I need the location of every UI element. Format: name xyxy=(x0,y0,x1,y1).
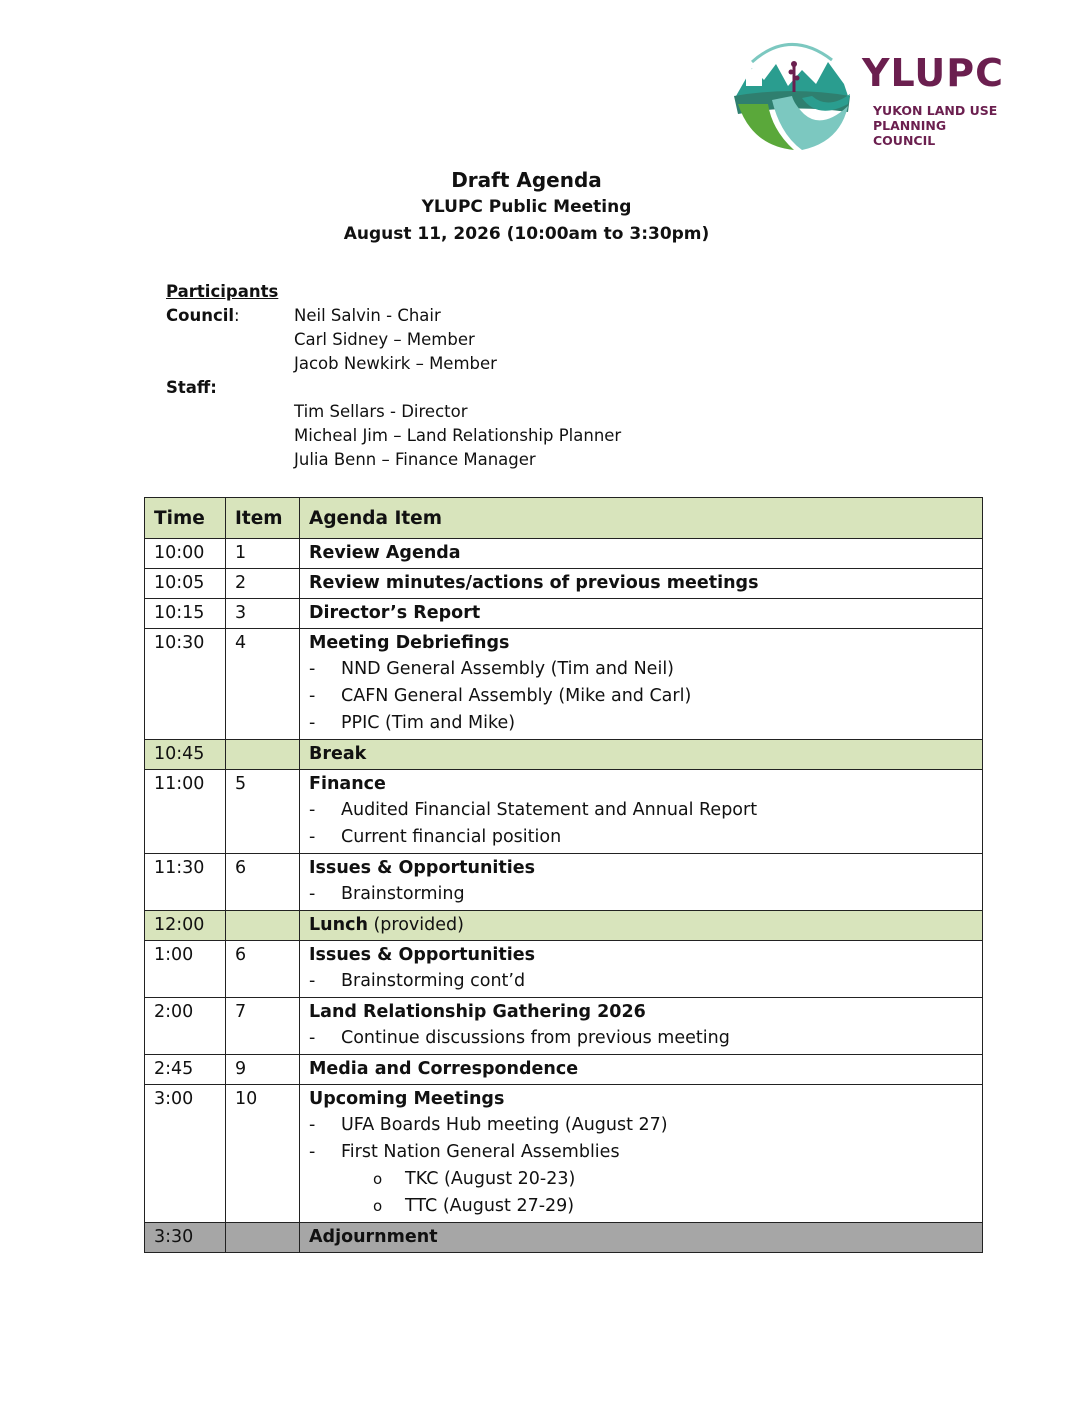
time-cell: 11:30 xyxy=(145,854,226,911)
logo-subtitle-line-2: PLANNING COUNCIL xyxy=(873,118,947,148)
agenda-header-row xyxy=(145,498,983,539)
agenda-cell xyxy=(300,998,983,1055)
item-cell xyxy=(226,740,300,770)
agenda-cell xyxy=(300,1223,983,1253)
agenda-item-title: Adjournment xyxy=(309,1227,438,1247)
council-label: Council: xyxy=(166,306,240,325)
table-row-break xyxy=(145,740,983,770)
table-row xyxy=(145,629,983,740)
agenda-item-column-header: Agenda Item xyxy=(300,498,983,539)
time-cell: 12:00 xyxy=(145,911,226,941)
time-cell: 3:30 xyxy=(145,1223,226,1253)
agenda-item-title: Review minutes/actions of previous meetings xyxy=(309,573,759,593)
item-cell: 5 xyxy=(226,770,300,854)
staff-member: Tim Sellars - Director xyxy=(294,402,468,421)
staff-label: Staff: xyxy=(166,378,217,397)
agenda-cell xyxy=(300,770,983,854)
agenda-cell xyxy=(300,539,983,569)
item-cell: 10 xyxy=(226,1085,300,1223)
table-row-lunch xyxy=(145,911,983,941)
lunch-note: (provided) xyxy=(367,915,464,935)
agenda-sub-item: - Continue discussions from previous meeting xyxy=(309,1025,973,1052)
agenda-item-title: Land Relationship Gathering 2026 xyxy=(309,1002,646,1022)
ylupc-logo xyxy=(732,34,1012,154)
agenda-item-title: Issues & Opportunities xyxy=(309,945,536,965)
staff-member: Julia Benn – Finance Manager xyxy=(294,450,536,469)
time-cell: 10:15 xyxy=(145,599,226,629)
agenda-table xyxy=(144,497,983,1253)
table-row xyxy=(145,1055,983,1085)
item-cell: 3 xyxy=(226,599,300,629)
table-row xyxy=(145,539,983,569)
item-cell xyxy=(226,911,300,941)
agenda-cell xyxy=(300,740,983,770)
table-row xyxy=(145,770,983,854)
landscape-logo-icon xyxy=(732,34,854,152)
agenda-cell xyxy=(300,629,983,740)
time-cell: 11:00 xyxy=(145,770,226,854)
agenda-cell xyxy=(300,569,983,599)
time-cell: 10:45 xyxy=(145,740,226,770)
time-column-header: Time xyxy=(145,498,226,539)
agenda-sub-item: - Current financial position xyxy=(309,824,973,851)
time-cell: 10:05 xyxy=(145,569,226,599)
agenda-cell xyxy=(300,1085,983,1223)
item-cell: 9 xyxy=(226,1055,300,1085)
agenda-item-title: Break xyxy=(309,744,367,764)
agenda-sub-item: - Brainstorming cont’d xyxy=(309,968,973,995)
logo-wordmark: YLUPC xyxy=(862,51,1004,95)
agenda-item-title: Meeting Debriefings xyxy=(309,633,510,653)
agenda-item-title: Issues & Opportunities xyxy=(309,858,536,878)
item-cell: 6 xyxy=(226,854,300,911)
logo-subtitle xyxy=(873,103,1012,148)
agenda-sub-item: - UFA Boards Hub meeting (August 27) xyxy=(309,1112,973,1139)
agenda-item-title: Finance xyxy=(309,774,386,794)
council-member: Carl Sidney – Member xyxy=(294,330,475,349)
logo-subtitle-line-1: YUKON LAND USE xyxy=(873,103,998,118)
agenda-item-title: Upcoming Meetings xyxy=(309,1089,505,1109)
time-cell: 2:00 xyxy=(145,998,226,1055)
meeting-name: YLUPC Public Meeting xyxy=(421,197,632,217)
agenda-item-title: Review Agenda xyxy=(309,543,461,563)
agenda-cell xyxy=(300,854,983,911)
item-cell: 1 xyxy=(226,539,300,569)
council-member: Jacob Newkirk – Member xyxy=(294,354,497,373)
meeting-date: August 11, 2026 (10:00am to 3:30pm) xyxy=(343,224,710,244)
agenda-sub-sub-item: o TKC (August 20-23) xyxy=(309,1166,973,1193)
agenda-sub-item: - NND General Assembly (Tim and Neil) xyxy=(309,656,973,683)
participants-heading: Participants xyxy=(166,282,279,301)
agenda-cell xyxy=(300,941,983,998)
time-cell: 10:00 xyxy=(145,539,226,569)
document-title: Draft Agenda xyxy=(451,168,602,192)
agenda-item-title: Director’s Report xyxy=(309,603,481,623)
table-row xyxy=(145,1085,983,1223)
agenda-item-title: Media and Correspondence xyxy=(309,1059,579,1079)
item-cell: 4 xyxy=(226,629,300,740)
agenda-sub-item: - CAFN General Assembly (Mike and Carl) xyxy=(309,683,973,710)
agenda-cell xyxy=(300,911,983,941)
table-row xyxy=(145,599,983,629)
agenda-sub-item: - PPIC (Tim and Mike) xyxy=(309,710,973,737)
agenda-item-title: Lunch (provided) xyxy=(309,915,464,935)
item-column-header: Item xyxy=(226,498,300,539)
table-row-adjournment xyxy=(145,1223,983,1253)
item-cell xyxy=(226,1223,300,1253)
time-cell: 10:30 xyxy=(145,629,226,740)
table-row xyxy=(145,998,983,1055)
agenda-sub-item: - First Nation General Assemblies xyxy=(309,1139,973,1166)
agenda-sub-item: - Brainstorming xyxy=(309,881,973,908)
table-row xyxy=(145,941,983,998)
time-cell: 2:45 xyxy=(145,1055,226,1085)
agenda-cell xyxy=(300,599,983,629)
council-member: Neil Salvin - Chair xyxy=(294,306,441,325)
staff-member: Micheal Jim – Land Relationship Planner xyxy=(294,426,622,445)
table-row xyxy=(145,569,983,599)
table-row xyxy=(145,854,983,911)
item-cell: 2 xyxy=(226,569,300,599)
agenda-cell xyxy=(300,1055,983,1085)
time-cell: 1:00 xyxy=(145,941,226,998)
item-cell: 7 xyxy=(226,998,300,1055)
agenda-sub-item: - Audited Financial Statement and Annual Report xyxy=(309,797,973,824)
time-cell: 3:00 xyxy=(145,1085,226,1223)
agenda-sub-sub-item: o TTC (August 27-29) xyxy=(309,1193,973,1220)
item-cell: 6 xyxy=(226,941,300,998)
